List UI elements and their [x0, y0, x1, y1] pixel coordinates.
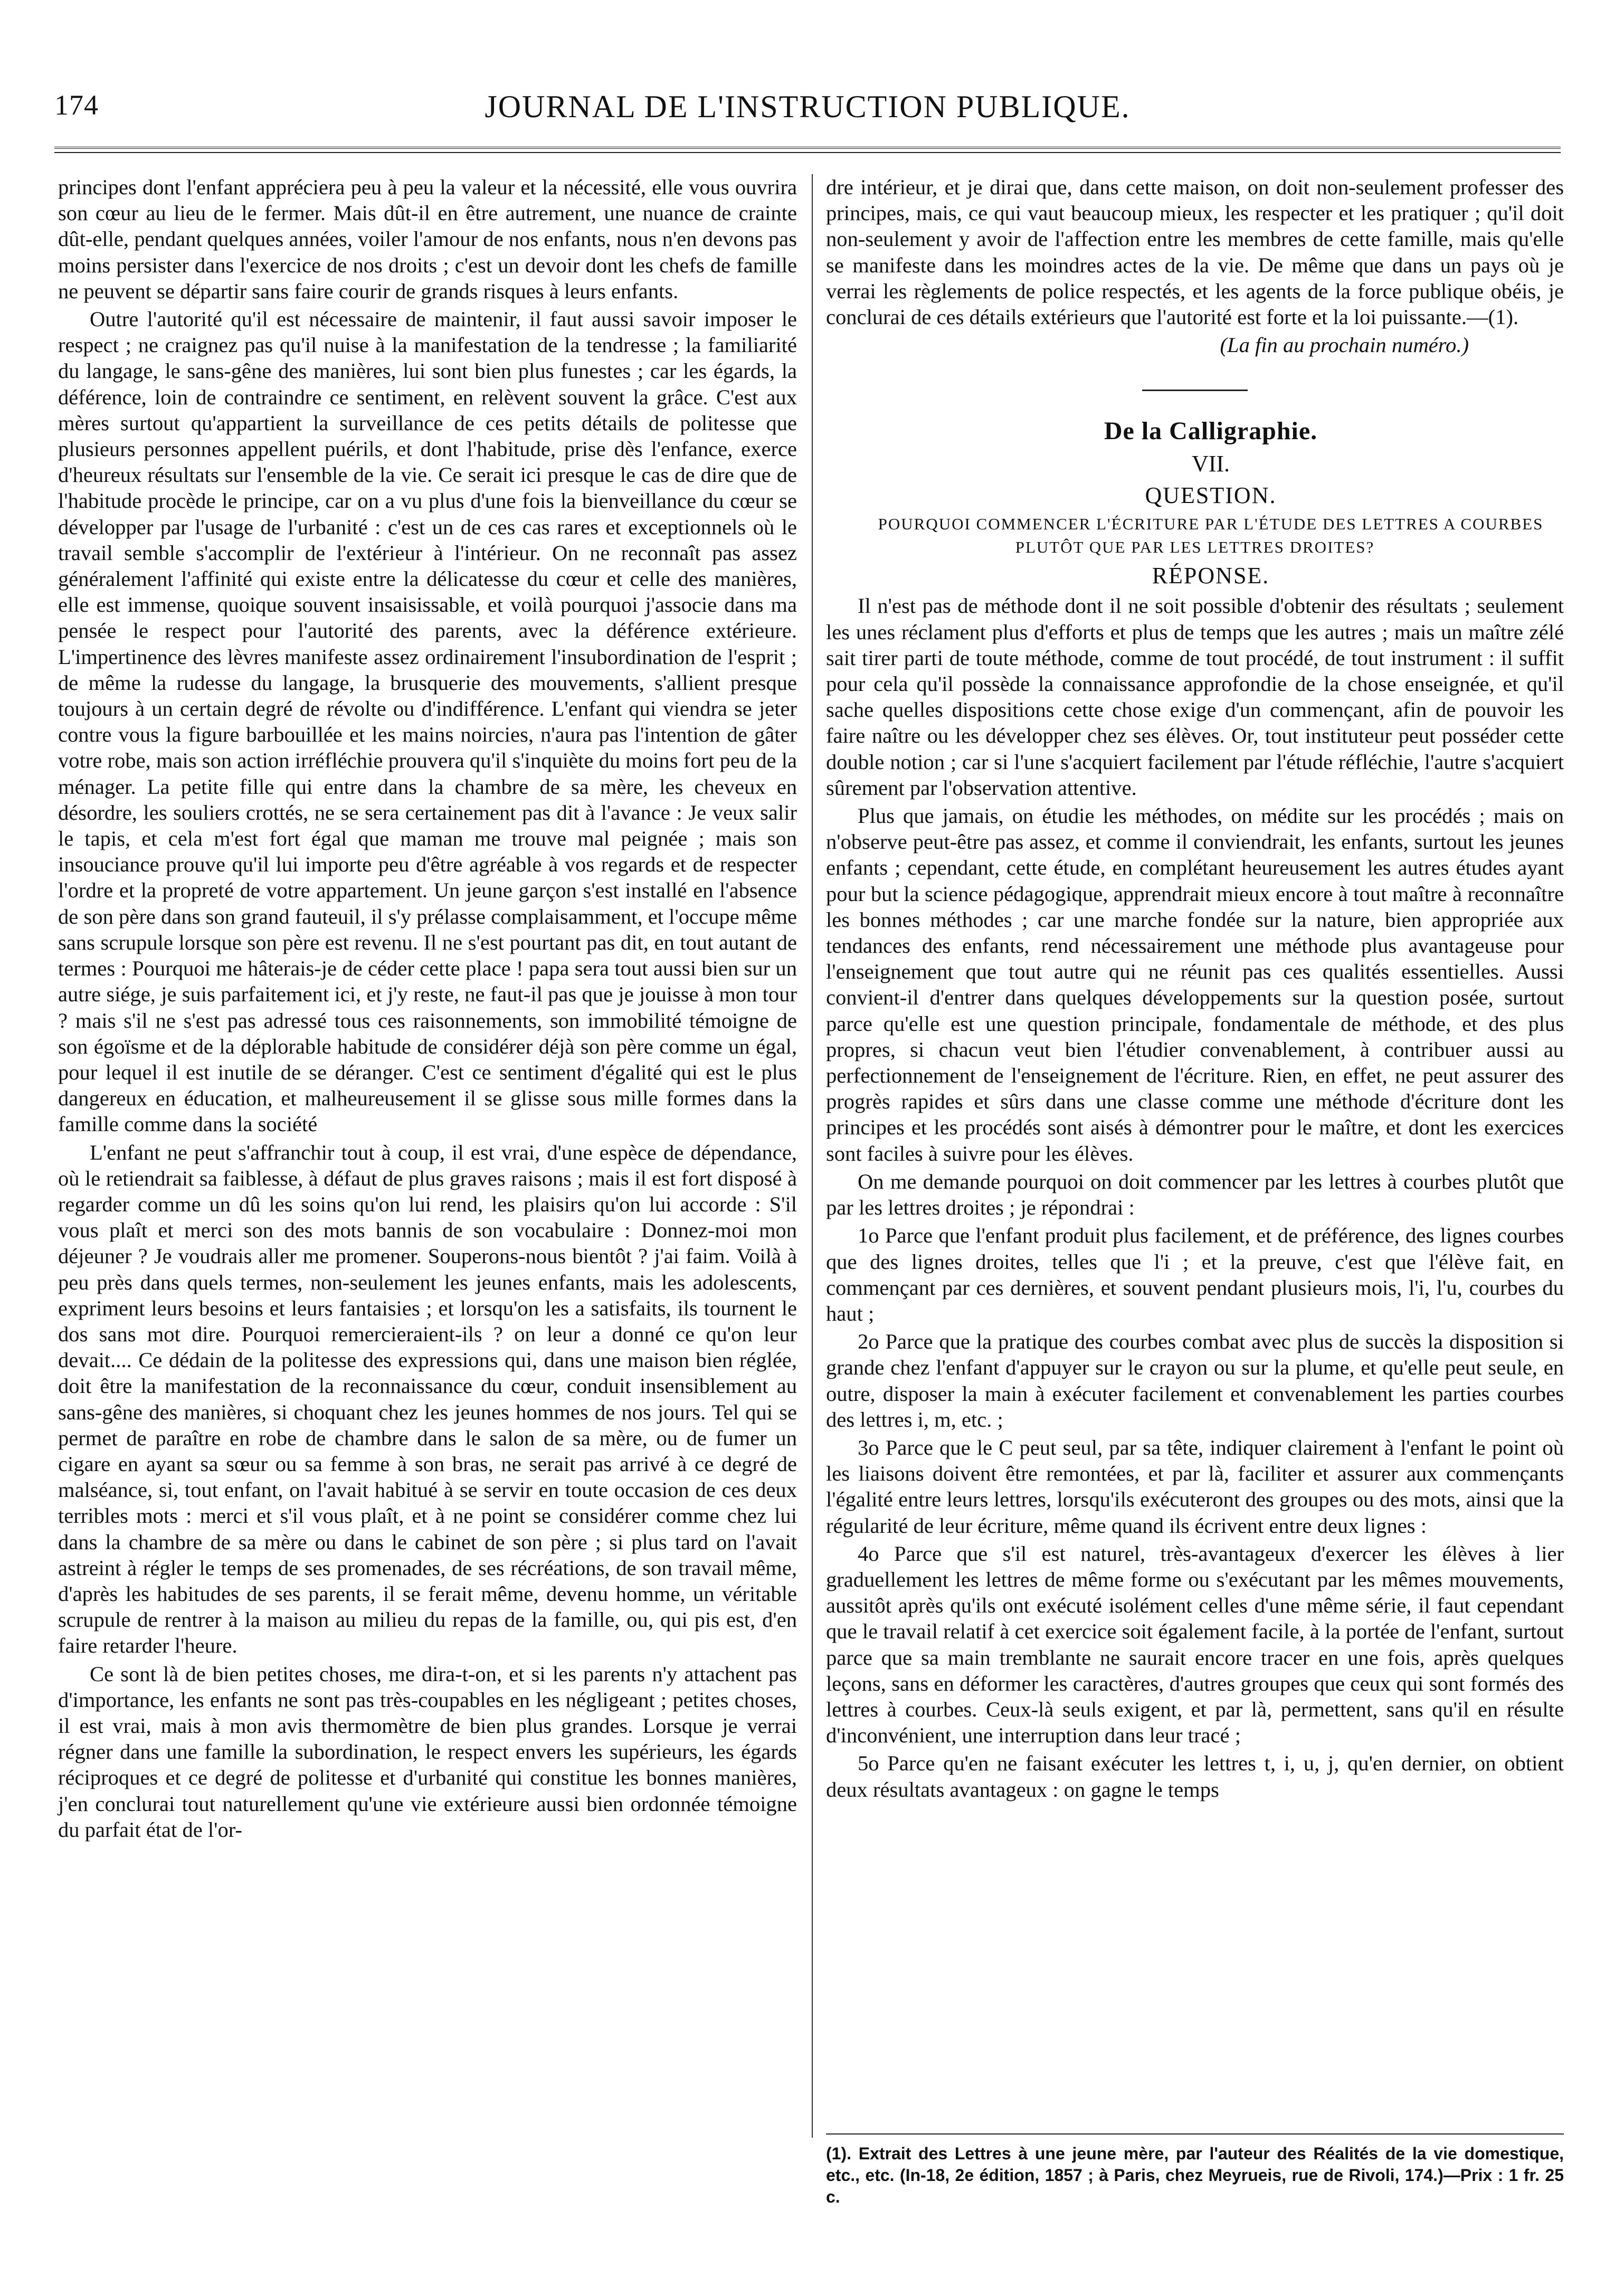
section-title: De la Calligraphie. — [1104, 417, 1318, 445]
running-head — [54, 89, 1561, 141]
right-continuation: dre intérieur, et je dirai que, dans cette maison, on doit non-seulement professer des principes, mais, ce qui vaut beaucoup mieux, les respecter et les pratiquer ; qu'il doit non-seulement y avoir de l'affection entre les membres de cette famille, mais qu'elle se manifeste dans les moindres actes de la vie. De même que dans un pays où je verrai les règlements de police respectés, et les agents de la force publique obéis, je conclurai de ces détails extérieurs que l'autorité est forte et la loi puissante.—(1). — [826, 175, 1564, 329]
section-number: VII. — [1191, 451, 1230, 477]
footnote: (1). Extrait des Lettres à une jeune mère, par l'auteur des Réalités de la vie domestique, etc., etc. (In-18, 2e édition, 1857 ; à Paris, chez Meyrueis, rue de Rivoli, 174.)—Prix : 1 fr. 25 c. — [826, 2144, 1564, 2206]
page-number: 174 — [54, 89, 99, 121]
header-rule — [54, 147, 1561, 153]
right-paragraph-8: 5o Parce qu'en ne faisant exécuter les lettres t, i, u, j, qu'en dernier, on obtient deux résultats avantageux : on gagne le temps — [826, 1751, 1564, 1801]
question-text: POURQUOI COMMENCER L'ÉCRITURE PAR L'ÉTUDE DES LETTRES A COURBES PLUTÔT QUE PAR LES LETTRES DROITES? — [878, 515, 1544, 557]
fin-note: (La fin au prochain numéro.) — [1220, 333, 1469, 357]
footnote-rule — [826, 2133, 1564, 2135]
left-column — [58, 174, 797, 1843]
right-paragraph-5: 2o Parce que la pratique des courbes combat avec plus de succès la disposition si grande chez l'enfant d'appuyer sur le crayon ou sur la plume, et qu'elle peut seule, en outre, disposer la main à exécuter facilement et convenablement les parties courbes des lettres i, m, etc. ; — [826, 1330, 1564, 1431]
right-paragraph-2: Plus que jamais, on étudie les méthodes, on médite sur les procédés ; mais on n'observe peut-être pas assez, et comme il conviendrait, les enfants, surtout les jeunes enfants ; cependant, cette étude, en complétant heureusement les autres études ayant pour but la science pédagogique, apprendrait mieux encore à tout maître à reconnaître les bonnes méthodes ; car une marche fondée sur la nature, bien appropriée aux tendances des enfants, rend nécessairement une méthode plus avantageuse pour l'enseignement que tout autre qui ne réunit pas ces qualités essentielles. Aussi convient-il d'entrer dans quelques développements sur la question posée, surtout parce qu'elle est une question principale, fondamentale de méthode, et des plus propres, si chacun veut bien l'étudier convenablement, à contribuer aussi au perfectionnement de l'enseignement de l'écriture. Rien, en effet, ne peut assurer des progrès rapides et sûrs dans une classe comme une méthode d'écriture dont les principes et les procédés sont aisés à démontrer pour le maître, et dont les exercices sont faciles à suivre pour les élèves. — [826, 804, 1564, 1165]
right-column — [826, 174, 1564, 1803]
question-heading: QUESTION. — [1145, 482, 1277, 509]
journal-title: JOURNAL DE L'INSTRUCTION PUBLIQUE. — [485, 89, 1131, 124]
left-paragraph-1: principes dont l'enfant appréciera peu à peu la valeur et la nécessité, elle vous ouvrira son cœur au lieu de le fermer. Mais dût-il en être autrement, une nuance de crainte dût-elle, pendant quelques années, voiler l'amour de nos enfants, nous n'en devons pas moins persister dans l'exercice de nos droits ; c'est un devoir dont les chefs de famille ne peuvent se départir sans faire courir de grands risques à leurs enfants. — [58, 175, 797, 303]
left-paragraph-4: Ce sont là de bien petites choses, me dira-t-on, et si les parents n'y attachent pas d'importance, les enfants ne sont pas très-coupables en les négligeant ; petites choses, il est vrai, mais à mon avis thermomètre de bien plus grandes. Lorsque je verrai régner dans une famille la subordination, le respect envers les supérieurs, les égards réciproques et ce degré de politesse et d'urbanité qui constitue les bonnes manières, j'en conclurai tout naturellement qu'une vie extérieure aussi bien ordonnée témoigne du parfait état de l'or- — [58, 1662, 797, 1842]
answer-heading: RÉPONSE. — [1152, 563, 1270, 589]
section-rule — [1142, 390, 1248, 391]
right-paragraph-1: Il n'est pas de méthode dont il ne soit possible d'obtenir des résultats ; seulement les unes réclament plus d'efforts et plus de temps que les autres ; mais un maître zélé sait tirer parti de toute méthode, comme de tout procédé, de tout instrument : il suffit pour cela qu'il possède la connaissance approfondie de la chose enseignée, et qu'il sache quelles dispositions cette chose exige d'un commençant, afin de pouvoir les faire naître ou les développer chez ses élèves. Or, tout instituteur peut posséder cette double notion ; car si l'une s'acquiert facilement par l'étude réfléchie, l'autre s'acquiert sûrement par l'observation attentive. — [826, 594, 1564, 800]
left-paragraph-2: Outre l'autorité qu'il est nécessaire de maintenir, il faut aussi savoir imposer le respect ; ne craignez pas qu'il nuise à la manifestation de la tendresse ; la familiarité du langage, le sans-gêne des manières, lui sont bien plus funestes ; car les égards, la déférence, loin de contraindre ce sentiment, en relèvent souvent la grâce. C'est aux mères surtout qu'appartient la surveillance de ces petits détails de politesse que plusieurs personnes appellent puérils, et dont l'habitude, prise dès l'enfance, exerce d'heureux résultats sur l'ensemble de la vie. Ce serait ici presque le cas de dire que de l'habitude procède le principe, car on a vu plus d'une fois la bienveillance du cœur se développer par l'usage de l'urbanité : c'est un de ces cas rares et exceptionnels où le travail semble s'accomplir de l'extérieur à l'intérieur. On ne reconnaît pas assez généralement l'affinité qui existe entre la délicatesse du cœur et celle des manières, elle est immense, quoique souvent insaisissable, et voilà pourquoi j'associe dans ma pensée le respect pour l'autorité des parents, avec la déférence extérieure. L'impertinence des lèvres manifeste assez ordinairement l'insubordination de l'esprit ; de même la rudesse du langage, la brusquerie des mouvements, s'allient presque toujours à un certain degré de révolte ou d'indifférence. L'enfant qui viendra se jeter contre vous la figure barbouillée et les mains noircies, n'aura pas l'intention de gâter votre robe, mais son action irréfléchie prouvera qu'il s'inquiète du moins fort peu de la ménager. La petite fille qui entre dans la chambre de sa mère, les cheveux en désordre, les souliers crottés, ne se sera certainement pas dit à l'avance : Je veux salir le tapis, et cela m'est fort égal que maman me trouve mal peignée ; mais son insouciance prouve qu'il lui importe peu d'être agréable à vos regards et de respecter l'ordre et la propreté de votre appartement. Un jeune garçon s'est installé en l'absence de son père dans son grand fauteuil, il s'y prélasse complaisamment, et l'occupe même sans scrupule lorsque son père est revenu. Il ne s'est pourtant pas dit, en tout autant de termes : Pourquoi me hâterais-je de céder cette place ! papa sera tout aussi bien sur un autre siége, je suis parfaitement ici, et j'y reste, ne faut-il pas que je jouisse à mon tour ? mais s'il ne s'est pas adressé tous ces raisonnements, son immobilité témoigne de son égoïsme et de la déplorable habitude de considérer déjà son père comme un égal, pour lequel il est inutile de se déranger. C'est ce sentiment d'égalité qui est le plus dangereux en éducation, et malheureusement il se glisse sous mille formes dans la famille comme dans la société — [58, 307, 797, 1136]
left-paragraph-3: L'enfant ne peut s'affranchir tout à coup, il est vrai, d'une espèce de dépendance, où le retiendrait sa faiblesse, à défaut de plus graves raisons ; mais il est fort disposé à regarder comme un dû les soins qu'on lui rend, les plaisirs qu'on lui accorde : S'il vous plaît et merci son des mots bannis de son vocabulaire : Donnez-moi mon déjeuner ? Je voudrais aller me promener. Souperons-nous bientôt ? j'ai faim. Voilà à peu près dans quels termes, non-seulement les jeunes enfants, mais les adolescents, expriment leurs besoins et leurs fantaisies ; et lorsqu'on les a satisfaits, ils tournent le dos sans mot dire. Pourquoi remercieraient-ils ? on leur a donné ce qu'on leur devait.... Ce dédain de la politesse des expressions qui, dans une maison bien réglée, doit être la manifestation de la reconnaissance du cœur, conduit insensiblement au sans-gêne des manières, si choquant chez les jeunes hommes de nos jours. Tel qui se permet de paraître en robe de chambre dans le salon de sa mère, ou de fumer un cigare en ayant sa sœur ou sa femme à son bras, ne serait pas arrivé à ce degré de malséance, si, tout enfant, on l'avait habitué à se servir en toute occasion de ces deux terribles mots : merci et s'il vous plaît, et à ne point se considérer comme chez lui dans la chambre de sa mère ou dans le cabinet de son père ; si plus tard on l'avait astreint à régler le temps de ses promenades, de ses récréations, de son travail même, d'après les habitudes de ses parents, il se ferait même, devenu homme, un véritable scrupule de rentrer à la maison au milieu du repas de la famille, ou, qui pis est, d'en faire retarder l'heure. — [58, 1140, 797, 1658]
right-paragraph-4: 1o Parce que l'enfant produit plus facilement, et de préférence, des lignes courbes que des lignes droites, telles que l'i ; et la preuve, c'est que l'élève fait, en commençant par ces dernières, et souvent pendant plusieurs mois, l'i, l'u, courbes du haut ; — [826, 1223, 1564, 1325]
right-paragraph-6: 3o Parce que le C peut seul, par sa tête, indiquer clairement à l'enfant le point où les liaisons doivent être remontées, et par là, faciliter et assurer aux commençants l'égalité entre leurs lettres, lorsqu'ils exécuteront des groupes ou des mots, ainsi que la régularité de leur écriture, même quand ils écrivent entre deux lignes : — [826, 1435, 1564, 1538]
column-divider — [812, 174, 813, 2138]
right-paragraph-3: On me demande pourquoi on doit commencer par les lettres à courbes plutôt que par les lettres droites ; je répondrai : — [826, 1169, 1564, 1220]
right-paragraph-7: 4o Parce que s'il est naturel, très-avantageux d'exercer les élèves à lier graduellement les lettres de même forme ou s'exécutant par les mêmes mouvements, aussitôt après qu'ils ont exécuté isolément celles d'une même série, il faut cependant que le travail relatif à cet exercice soit également facile, à la portée de l'enfant, surtout parce que sa main tremblante ne saurait encore tracer en une fois, après quelques leçons, sans en déformer les caractères, d'autres groupes que ceux qui sont formés des lettres à courbes. Ceux-là seuls exigent, et par là, permettent, sans qu'il en résulte d'inconvénient, une interruption dans leur tracé ; — [826, 1541, 1564, 1748]
